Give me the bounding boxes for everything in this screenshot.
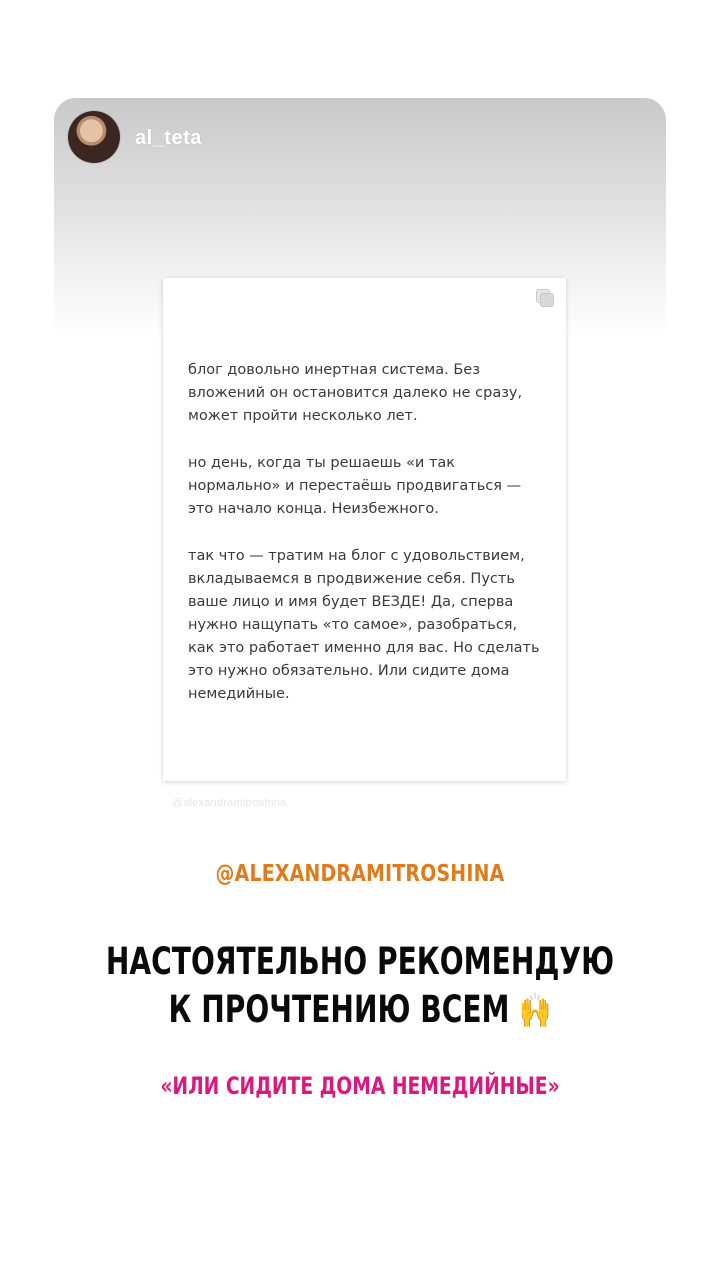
shared-post-card[interactable] (163, 278, 566, 781)
headline-line: К ПРОЧТЕНИЮ ВСЕМ (168, 988, 510, 1031)
post-watermark: @alexandramitroshina (172, 797, 287, 809)
post-paragraph: блог довольно инертная система. Без вложений он остановится далеко не сразу, может пройти несколько лет. (188, 362, 523, 424)
headline-line: НАСТОЯТЕЛЬНО РЕКОМЕНДУЮ (105, 940, 615, 983)
post-paragraph: так что — тратим на блог с удовольствием, вкладываемся в продвижение себя. Пусть ваше лицо и имя будет ВЕЗДЕ! Да, сперва нужно нащупать «то самое», разобраться, как это работает именно для вас. Но сделать это нужно обязательно. Или сидите дома немедийные. (188, 548, 540, 702)
post-text (188, 359, 548, 730)
avatar[interactable] (68, 111, 120, 163)
raised-hands-icon: 🙌 (519, 991, 552, 1031)
post-paragraph: но день, когда ты решаешь «и так нормально» и перестаёшь продвигаться — это начало конца. Неизбежного. (188, 455, 522, 517)
copy-icon (536, 289, 554, 307)
headline-text (86, 938, 633, 1035)
quote-text: «ИЛИ СИДИТЕ ДОМА НЕМЕДИЙНЫЕ» (160, 1072, 560, 1100)
mention-sticker[interactable]: @ALEXANDRAMITROSHINA (215, 861, 505, 887)
headline-line-2 (86, 986, 633, 1035)
username[interactable]: al_teta (135, 127, 202, 149)
